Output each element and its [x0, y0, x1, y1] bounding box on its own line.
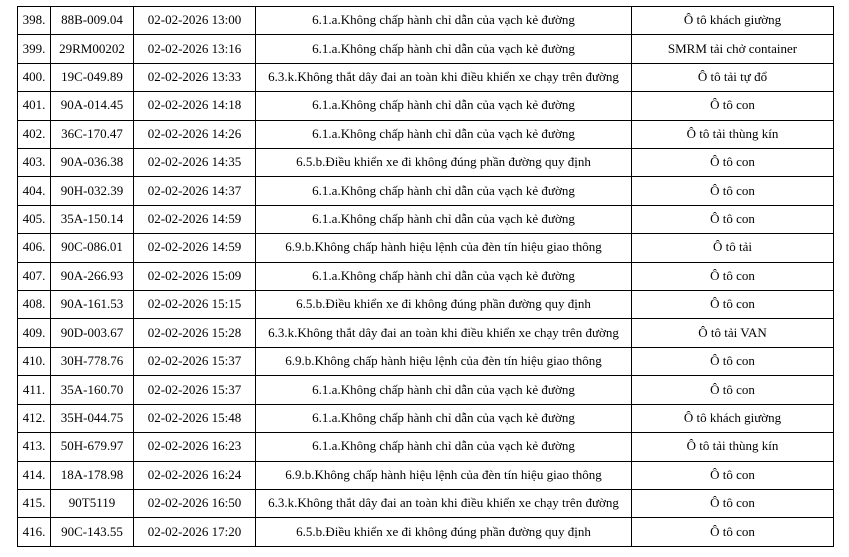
row-index-cell: 401.: [18, 92, 51, 120]
vehicle-type-cell: SMRM tải chở container: [632, 35, 834, 63]
table-row: [18, 63, 834, 91]
table-row: [18, 205, 834, 233]
vehicle-type-cell: Ô tô con: [632, 177, 834, 205]
row-index-cell: 399.: [18, 35, 51, 63]
violation-cell: 6.1.a.Không chấp hành chỉ dẫn của vạch kẻ đường: [256, 404, 632, 432]
license-plate-cell: 36C-170.47: [51, 120, 134, 148]
row-index-cell: 412.: [18, 404, 51, 432]
row-index-cell: 402.: [18, 120, 51, 148]
violation-cell: 6.1.a.Không chấp hành chỉ dẫn của vạch kẻ đường: [256, 7, 632, 35]
row-index-cell: 409.: [18, 319, 51, 347]
table-row: [18, 319, 834, 347]
datetime-cell: 02-02-2026 15:48: [134, 404, 256, 432]
datetime-cell: 02-02-2026 13:16: [134, 35, 256, 63]
vehicle-type-cell: Ô tô tải VAN: [632, 319, 834, 347]
datetime-cell: 02-02-2026 17:20: [134, 518, 256, 547]
table-row: [18, 7, 834, 35]
violation-cell: 6.9.b.Không chấp hành hiệu lệnh của đèn tín hiệu giao thông: [256, 461, 632, 489]
violation-cell: 6.1.a.Không chấp hành chỉ dẫn của vạch kẻ đường: [256, 177, 632, 205]
license-plate-cell: 50H-679.97: [51, 433, 134, 461]
license-plate-cell: 19C-049.89: [51, 63, 134, 91]
license-plate-cell: 35A-160.70: [51, 376, 134, 404]
license-plate-cell: 90A-036.38: [51, 149, 134, 177]
vehicle-type-cell: Ô tô khách giường: [632, 404, 834, 432]
row-index-cell: 406.: [18, 234, 51, 262]
datetime-cell: 02-02-2026 16:50: [134, 489, 256, 517]
row-index-cell: 416.: [18, 518, 51, 547]
violation-cell: 6.3.k.Không thắt dây đai an toàn khi điều khiển xe chạy trên đường: [256, 489, 632, 517]
datetime-cell: 02-02-2026 15:37: [134, 376, 256, 404]
license-plate-cell: 90T5119: [51, 489, 134, 517]
datetime-cell: 02-02-2026 15:09: [134, 262, 256, 290]
vehicle-type-cell: Ô tô con: [632, 489, 834, 517]
violation-cell: 6.5.b.Điều khiển xe đi không đúng phần đường quy định: [256, 518, 632, 547]
row-index-cell: 404.: [18, 177, 51, 205]
table-row: [18, 120, 834, 148]
violations-table-body: [18, 7, 834, 547]
violation-cell: 6.1.a.Không chấp hành chỉ dẫn của vạch kẻ đường: [256, 433, 632, 461]
table-row: [18, 177, 834, 205]
vehicle-type-cell: Ô tô con: [632, 376, 834, 404]
table-row: [18, 149, 834, 177]
row-index-cell: 400.: [18, 63, 51, 91]
violation-cell: 6.5.b.Điều khiển xe đi không đúng phần đường quy định: [256, 291, 632, 319]
row-index-cell: 414.: [18, 461, 51, 489]
violation-cell: 6.3.k.Không thắt dây đai an toàn khi điều khiển xe chạy trên đường: [256, 319, 632, 347]
datetime-cell: 02-02-2026 14:26: [134, 120, 256, 148]
license-plate-cell: 90C-143.55: [51, 518, 134, 547]
license-plate-cell: 90H-032.39: [51, 177, 134, 205]
violation-cell: 6.1.a.Không chấp hành chỉ dẫn của vạch kẻ đường: [256, 205, 632, 233]
vehicle-type-cell: Ô tô con: [632, 291, 834, 319]
datetime-cell: 02-02-2026 14:18: [134, 92, 256, 120]
license-plate-cell: 35A-150.14: [51, 205, 134, 233]
vehicle-type-cell: Ô tô con: [632, 149, 834, 177]
vehicle-type-cell: Ô tô tải tự đổ: [632, 63, 834, 91]
datetime-cell: 02-02-2026 14:35: [134, 149, 256, 177]
vehicle-type-cell: Ô tô tải: [632, 234, 834, 262]
license-plate-cell: 90A-014.45: [51, 92, 134, 120]
row-index-cell: 413.: [18, 433, 51, 461]
datetime-cell: 02-02-2026 13:33: [134, 63, 256, 91]
table-row: [18, 461, 834, 489]
datetime-cell: 02-02-2026 15:15: [134, 291, 256, 319]
license-plate-cell: 90C-086.01: [51, 234, 134, 262]
violation-cell: 6.1.a.Không chấp hành chỉ dẫn của vạch kẻ đường: [256, 92, 632, 120]
table-row: [18, 433, 834, 461]
violations-table: [17, 6, 834, 547]
row-index-cell: 403.: [18, 149, 51, 177]
row-index-cell: 415.: [18, 489, 51, 517]
table-row: [18, 92, 834, 120]
vehicle-type-cell: Ô tô con: [632, 262, 834, 290]
table-row: [18, 518, 834, 547]
row-index-cell: 411.: [18, 376, 51, 404]
datetime-cell: 02-02-2026 16:23: [134, 433, 256, 461]
table-row: [18, 291, 834, 319]
vehicle-type-cell: Ô tô con: [632, 92, 834, 120]
table-row: [18, 262, 834, 290]
table-row: [18, 234, 834, 262]
license-plate-cell: 35H-044.75: [51, 404, 134, 432]
vehicle-type-cell: Ô tô con: [632, 205, 834, 233]
datetime-cell: 02-02-2026 14:37: [134, 177, 256, 205]
vehicle-type-cell: Ô tô con: [632, 518, 834, 547]
violation-cell: 6.1.a.Không chấp hành chỉ dẫn của vạch kẻ đường: [256, 120, 632, 148]
license-plate-cell: 90A-266.93: [51, 262, 134, 290]
vehicle-type-cell: Ô tô con: [632, 461, 834, 489]
table-row: [18, 35, 834, 63]
table-row: [18, 347, 834, 375]
vehicle-type-cell: Ô tô khách giường: [632, 7, 834, 35]
violation-cell: 6.1.a.Không chấp hành chỉ dẫn của vạch kẻ đường: [256, 376, 632, 404]
violation-cell: 6.9.b.Không chấp hành hiệu lệnh của đèn tín hiệu giao thông: [256, 234, 632, 262]
row-index-cell: 405.: [18, 205, 51, 233]
datetime-cell: 02-02-2026 14:59: [134, 234, 256, 262]
license-plate-cell: 29RM00202: [51, 35, 134, 63]
license-plate-cell: 18A-178.98: [51, 461, 134, 489]
table-row: [18, 376, 834, 404]
datetime-cell: 02-02-2026 15:28: [134, 319, 256, 347]
vehicle-type-cell: Ô tô tải thùng kín: [632, 433, 834, 461]
license-plate-cell: 90D-003.67: [51, 319, 134, 347]
table-row: [18, 489, 834, 517]
table-row: [18, 404, 834, 432]
violation-cell: 6.5.b.Điều khiển xe đi không đúng phần đường quy định: [256, 149, 632, 177]
vehicle-type-cell: Ô tô tải thùng kín: [632, 120, 834, 148]
license-plate-cell: 30H-778.76: [51, 347, 134, 375]
license-plate-cell: 88B-009.04: [51, 7, 134, 35]
row-index-cell: 398.: [18, 7, 51, 35]
row-index-cell: 410.: [18, 347, 51, 375]
row-index-cell: 407.: [18, 262, 51, 290]
violation-cell: 6.3.k.Không thắt dây đai an toàn khi điều khiển xe chạy trên đường: [256, 63, 632, 91]
datetime-cell: 02-02-2026 15:37: [134, 347, 256, 375]
row-index-cell: 408.: [18, 291, 51, 319]
datetime-cell: 02-02-2026 13:00: [134, 7, 256, 35]
violation-cell: 6.1.a.Không chấp hành chỉ dẫn của vạch kẻ đường: [256, 35, 632, 63]
datetime-cell: 02-02-2026 16:24: [134, 461, 256, 489]
vehicle-type-cell: Ô tô con: [632, 347, 834, 375]
violation-cell: 6.1.a.Không chấp hành chỉ dẫn của vạch kẻ đường: [256, 262, 632, 290]
violation-cell: 6.9.b.Không chấp hành hiệu lệnh của đèn tín hiệu giao thông: [256, 347, 632, 375]
license-plate-cell: 90A-161.53: [51, 291, 134, 319]
datetime-cell: 02-02-2026 14:59: [134, 205, 256, 233]
